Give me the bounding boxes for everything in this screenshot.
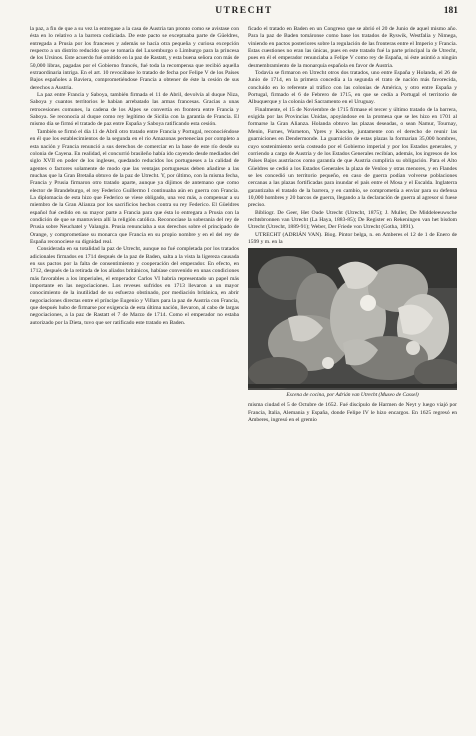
running-title: UTRECHT [215,6,273,16]
left-column [30,26,239,730]
running-header [30,6,458,22]
page-number: 181 [443,6,458,16]
paragraph: La paz entre Francia y Saboya, también firmada el 11 de Abril, devolvía al duque Niza, Saboya y cuantos territorios le habían arrebatado las armas francesas. Gracias a unas retrocesiones comunes, la cadena de los Alpes se convertía en frontera entre Francia y Saboya. Se reconocía al duque como rey legítimo de Sicilia con la garantía de Francia. El mismo día se firmó el tratado de paz entre España y Saboya ratificando esta cesión. [30,92,239,128]
paragraph: Todavía se firmaron en Utrecht otros dos tratados, uno entre España y Holanda, el 26 de Junio de 1714, en la primera concedía a la segunda el trato de nación más favorecida, concluído en lo referente al tráfico con las colonias de América, y otro entre España y Portugal, firmado el 6 de Febrero de 1715, en que se cedía a Portugal el territorio de Albuquerque y la colonia del Sacramento en el Uruguay. [248,70,457,106]
text-columns [30,26,458,730]
paragraph: ficado el tratado en Baden en un Congreso que se abrió el 20 de Junio de aquel mismo año. Para la paz de Baden tomáronse como base los tratados de Ryswik, Westfalia y Nimega, viniendo en pactos posteriores sobre la regulación de las fronteras entre el Imperio y Francia. Estas cuestiones no eran las únicas, pues en este tratado fué la parte principal la de Utrecht, pues en él el emperador renunciaba a Felipe V como rey de España, ni éste asintió a ningún desmembramiento de la monarquía española en favor de Austria. [248,26,457,69]
paragraph: misma ciudad el 5 de Octubre de 1652. Fué discípulo de Harmen de Neyt y luego viajó por Francia, Italia, Alemania y España, donde Felipe IV le hizo encargos. En 1625 regresó en Amberes, ingresó en el gremio [248,402,457,423]
painting-image [248,248,457,390]
biography-entry: UTRECHT (ADRIÁN VAN). Biog. Pintor belga, n. en Amberes el 12 de 1 de Enero de 1599 y m. en la [248,231,457,245]
paragraph: Considerada en su totalidad la paz de Utrecht, aunque no fué completada por los tratados adicionales firmados en 1714 después de la paz de Baden, salta a la vista la ligereza causada en sus pactos por la falta de consentimiento y cooperación del emperador. En efecto, en 1712, después de la retirada de los aliados británicos, habíase convenido en unas condiciones más favorables a los imperiales, el emperador Carlos VI habría representado un papel más importante en las negociaciones. Los reveses sufridos en 1713 llevaron a un mayor conocimiento de la inutilidad de su esfuerzo obstinado, por mediación británica, en abrir negociaciones directas entre el príncipe Eugenio y Villars para la paz de Austria con Francia, que después hubo de firmarse por exigencia de esta última nación, llevaron, al cabo de largas negociaciones, a la paz de Rastatt el 7 de Marzo de 1714. Como el emperador no estaba autorizado por la Dieta, tuvo que ser ratificado este tratado en Baden. [30,246,239,326]
paragraph: Finalmente, el 15 de Noviembre de 1715 fírmase el tercer y último tratado de la barrera, exigida por las Provincias Unidas, apoyándose en la promesa que se les hizo en 1701 al formarse la Gran Alianza. Holanda obtuvo las plazas deseadas, o sean Namur, Tournay, Menin, Furnes, Warneton, Ypres y Knocke, juntamente con el derecho de reunir las guarniciones en Dendermonde. La guarnición de estas plazas la formarían 35,000 hombres, cuyo sostenimiento sería costeado por el Gobierno imperial y por los Estados generales, y corriendo a cargo de Austria y de los Estados Generales recibían, además, los ingresos de los Países Bajos austríacos como garantía de que Austria cumpliría su obligación. Para el Alto Güeldres se cedió a los Estados Generales la plaza de Venloo y otras menores, y en Flandes se les concedió un territorio pequeño, en caso de guerra podían volverse poblaciones cercanas a las plazas fortificadas para inundar el país entre el Mosa y el Escalda. Inglaterra garantizaba el tratado de la barrera, y en cambio, se comprometía a enviar para su defensa 10,000 hombres y 20 barcos de guerra, llegando a la declaración de guerra al agresor si fuese preciso. [248,106,457,209]
paragraph: También se firmó el día 11 de Abril otro tratado entre Francia y Portugal, reconociéndose en él que los establecimientos de la segunda en el río Amazonas pertenecían por completo a esta nación y Francia renunció a sus derechos de comerciar en la base de este río desde su colonia de Cayena. En realidad, el concurrió brasileño había ido cayendo desde mediados del siglo XVII en poder de los ingleses, quedando reducidos los portugueses a la calidad de agentes o factores solamente de modo que las ventajas portuguesas deben añadirse a las muchas que la Gran Bretaña obtuvo de la paz de Utrecht. Y, por último, con la misma fecha, Francia y Prusia firmaron otro tratado aparte, aunque ya dijimos de antemano que como elector de Brandeburgo, el rey Federico Guillermo I continuaba aún en guerra con Francia. La diplomacia de esta hizo que Federico se viese obligado, una vez más, a compensar a su miembro de la Gran Alianza por los sacrificios hechos contra su rey Federico. El Güeldres español fué cedido en su mayor parte a Francia para que ésta lo entregara a Prusia con la condición de que se mantuviera allí la religión católica. Reconocíase la soberanía del rey de Prusia sobre Neuchatel y Valangin. Prusia renunciaba a sus derechos sobre el principado de Orange, y comprometíase su monarca que Francia en su propio nombre y en el del rey de España reconociese su dignidad real. [30,128,239,245]
kitchen-scene-painting [248,248,457,390]
bibliography: Bibliogr. De Geer, Het Oude Utrecht (Utrecht, 1875); J. Muller, De Middeleeuwsche rechtsbronnen van Utrecht (La Haya, 1883-85); De Register en Rekeningen van het bisdom Utrecht (Utrecht, 1889-91); Weber, Der Friede von Utrecht (Gotha, 1891). [248,209,457,231]
paragraph: la paz, a fin de que a su vez la entregase a la casa de Austria tan pronto como se avistase con ésta en lo relativo a la barrera codiciada. De este pacto se exceptuaba parte de Güeldres, entregada a Prusia por los franceses y además se hacía otra pequeña y curiosa excepción respecto a un distrito reducido que se tomaría del Luxemburgo o Limburgo para la princesa de los Ursinos. Este acuerdo fué omitido en la paz de Rastatt, y esta buena señora con más de 50,000 libras, pagadas por el Gobierno francés, fué toda la recompensa que recibió aquella extraordinaria intriga. En el art. 10 revocábase lo tratado de fecha por Felipe V de los Países Bajos españoles a Baviera, comprometiéndose Francia a obtener de éste la cesión de sus derechos a Austria. [30,26,239,91]
right-column [248,26,457,730]
figure [248,248,457,399]
figure-caption: Escena de cocina, por Adrián van Utrecht (Museo de Cassel) [286,392,419,399]
